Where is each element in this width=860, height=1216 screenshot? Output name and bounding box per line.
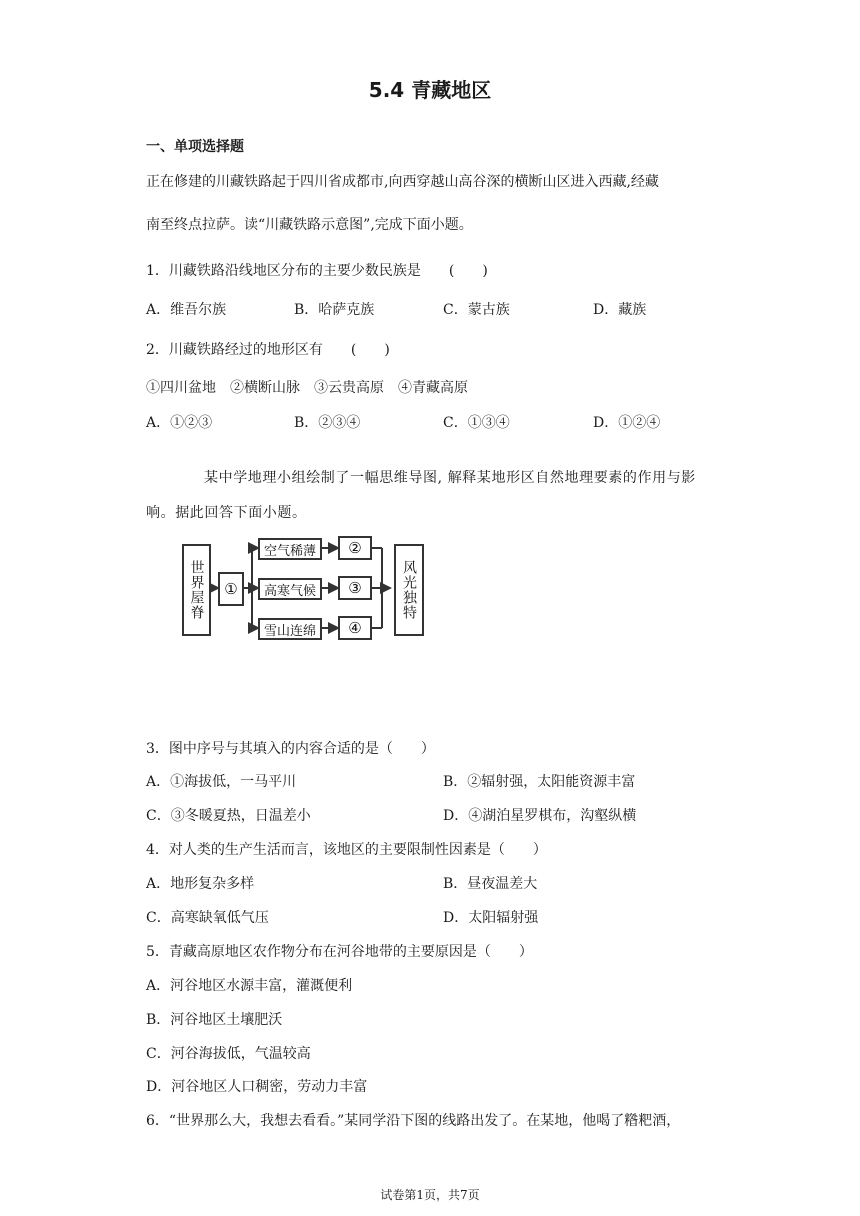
q5-option-a: A．河谷地区水源丰富，灌溉便利 xyxy=(146,978,353,994)
diagram-middle-label: 雪山连绵 xyxy=(263,623,316,639)
q1-option-a: A．维吾尔族 xyxy=(146,302,227,318)
diagram-number-label: ③ xyxy=(348,579,362,597)
intro-paragraph-line: 正在修建的川藏铁路起于四川省成都市,向西穿越山高谷深的横断山区进入西藏,经藏 xyxy=(146,174,659,190)
diagram-number-label: ④ xyxy=(348,619,362,637)
q3-option-a: A．①海拔低，一马平川 xyxy=(146,774,297,790)
q5-option-d: D．河谷地区人口稠密，劳动力丰富 xyxy=(146,1079,368,1095)
q5-option-b: B．河谷地区土壤肥沃 xyxy=(146,1012,283,1028)
q4-option-c: C．高寒缺氧低气压 xyxy=(146,910,269,926)
diagram-middle-label: 高寒气候 xyxy=(263,583,316,599)
q4-option-d: D．太阳辐射强 xyxy=(443,910,539,926)
diagram-number-box xyxy=(338,536,372,560)
q1-option-c: C．蒙古族 xyxy=(443,302,510,318)
q3-option-b: B．②辐射强，太阳能资源丰富 xyxy=(443,774,636,790)
q2-items: ①四川盆地 ②横断山脉 ③云贵高原 ④青藏高原 xyxy=(146,380,468,396)
diagram-right-label: 风光独特 xyxy=(401,560,417,620)
q2-option-b: B．②③④ xyxy=(294,415,361,431)
q1-option-d: D．藏族 xyxy=(593,302,647,318)
intro2-paragraph-line: 某中学地理小组绘制了一幅思维导图, 解释某地形区自然地理要素的作用与影 xyxy=(204,470,696,486)
q5-option-c: C．河谷海拔低，气温较高 xyxy=(146,1046,311,1062)
intro-paragraph-line: 南至终点拉萨。读“川藏铁路示意图”,完成下面小题。 xyxy=(146,217,473,233)
diagram-right-box xyxy=(394,544,424,636)
q3-option-d: D．④湖泊星罗棋布，沟壑纵横 xyxy=(443,808,637,824)
diagram-center-box xyxy=(218,572,244,606)
mind-map-diagram xyxy=(182,536,426,640)
intro2-paragraph-line: 响。据此回答下面小题。 xyxy=(146,505,307,521)
q2-option-d: D．①②④ xyxy=(593,415,661,431)
page-footer: 试卷第1页，共7页 xyxy=(380,1188,480,1202)
diagram-number-label: ② xyxy=(348,539,362,557)
q2-option-c: C．①③④ xyxy=(443,415,510,431)
section-heading: 一、单项选择题 xyxy=(146,139,244,155)
diagram-left-box xyxy=(182,544,211,636)
question-1: 1．川藏铁路沿线地区分布的主要少数民族是 ( ) xyxy=(146,263,488,279)
page-title: 5.4 青藏地区 xyxy=(368,78,492,102)
diagram-center-label: ① xyxy=(224,580,238,598)
diagram-number-box xyxy=(338,616,372,640)
question-2: 2．川藏铁路经过的地形区有 ( ) xyxy=(146,342,390,358)
diagram-middle-label: 空气稀薄 xyxy=(263,543,316,559)
q4-option-b: B．昼夜温差大 xyxy=(443,876,538,892)
diagram-middle-box xyxy=(258,618,322,640)
diagram-middle-box xyxy=(258,578,322,600)
q2-option-a: A．①②③ xyxy=(146,415,213,431)
q3-option-c: C．③冬暖夏热，日温差小 xyxy=(146,808,311,824)
diagram-middle-box xyxy=(258,538,322,560)
question-5: 5．青藏高原地区农作物分布在河谷地带的主要原因是（ ） xyxy=(146,944,533,960)
q4-option-a: A．地形复杂多样 xyxy=(146,876,255,892)
question-6: 6．“世界那么大，我想去看看。”某同学沿下图的线路出发了。在某地，他喝了糌粑酒， xyxy=(146,1113,681,1129)
diagram-left-label: 世界屋脊 xyxy=(188,560,205,620)
question-4: 4．对人类的生产生活而言，该地区的主要限制性因素是（ ） xyxy=(146,842,547,858)
question-3: 3．图中序号与其填入的内容合适的是（ ） xyxy=(146,741,435,757)
diagram-number-box xyxy=(338,576,372,600)
q1-option-b: B．哈萨克族 xyxy=(294,302,375,318)
